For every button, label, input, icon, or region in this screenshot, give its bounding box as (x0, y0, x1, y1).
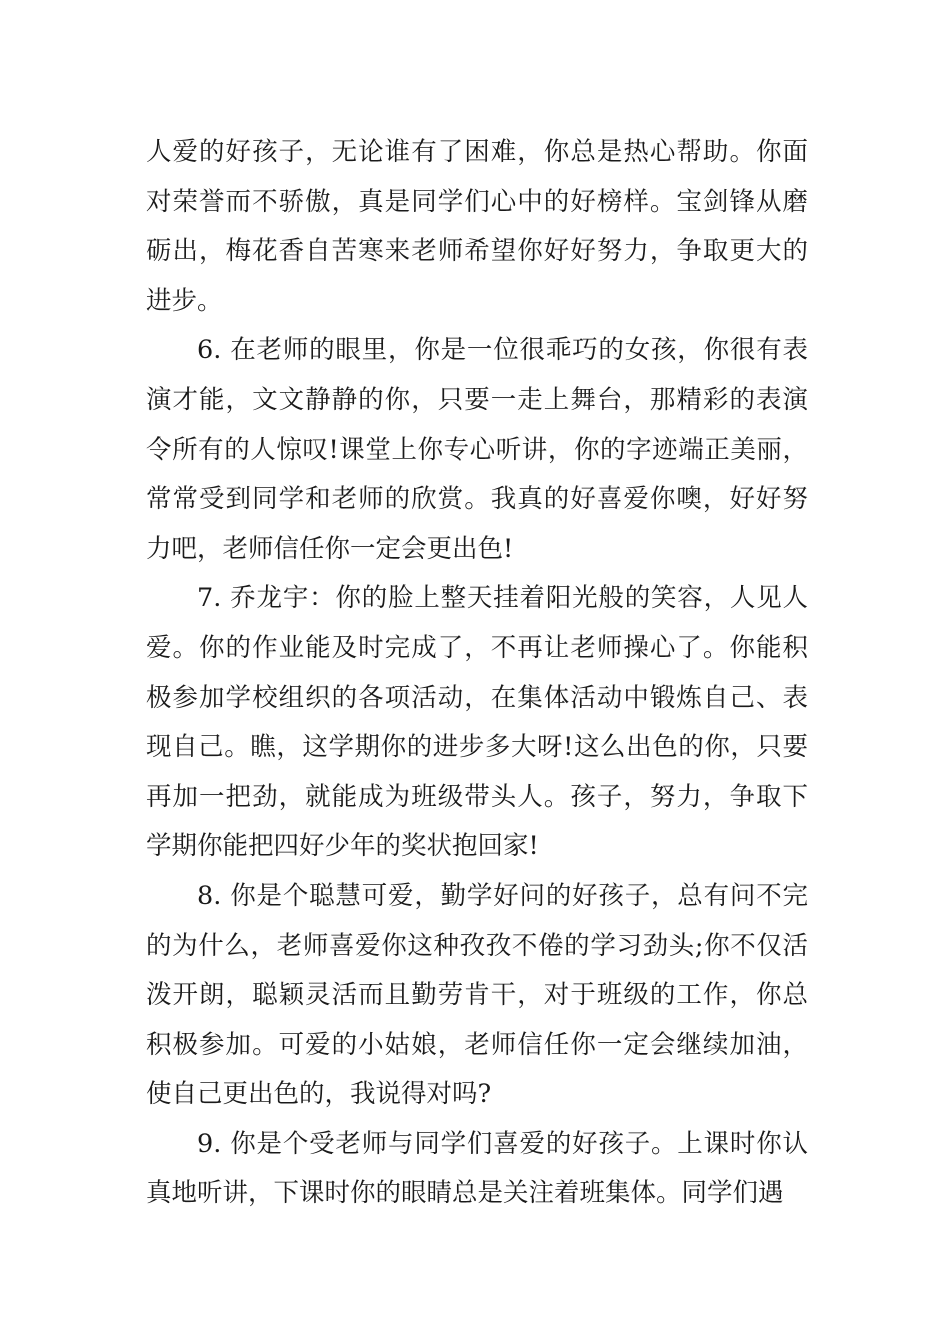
paragraph-item-9: 9. 你是个受老师与同学们喜爱的好孩子。上课时你认真地听讲，下课时你的眼睛总是关注着班集体。同学们遇 (146, 1128, 808, 1209)
paragraph-item-7: 7. 乔龙宇：你的脸上整天挂着阳光般的笑容，人见人爱。你的作业能及时完成了，不再让老师操心了。你能积极参加学校组织的各项活动，在集体活动中锻炼自己、表现自己。瞧，这学期你的进步多大呀!这么出色的你，只要再加一把劲，就能成为班级带头人。孩子，努力，争取下学期你能把四好少年的奖状抱回家! (146, 583, 808, 862)
paragraph-item-8: 8. 你是个聪慧可爱，勤学好问的好孩子，总有问不完的为什么，老师喜爱你这种孜孜不倦的学习劲头;你不仅活泼开朗，聪颖灵活而且勤劳肯干，对于班级的工作，你总积极参加。可爱的小姑娘，老师信任你一定会继续加油，使自己更出色的，我说得对吗? (146, 880, 808, 1110)
paragraph-continuation: 人爱的好孩子，无论谁有了困难，你总是热心帮助。你面对荣誉而不骄傲，真是同学们心中的好榜样。宝剑锋从磨砺出，梅花香自苦寒来老师希望你好好努力，争取更大的进步。 (146, 137, 808, 316)
document-body (146, 128, 808, 1219)
paragraph-item-6: 6. 在老师的眼里，你是一位很乖巧的女孩，你很有表演才能，文文静静的你，只要一走上舞台，那精彩的表演令所有的人惊叹!课堂上你专心听讲，你的字迹端正美丽，常常受到同学和老师的欣赏。我真的好喜爱你噢，好好努力吧，老师信任你一定会更出色! (146, 335, 808, 564)
